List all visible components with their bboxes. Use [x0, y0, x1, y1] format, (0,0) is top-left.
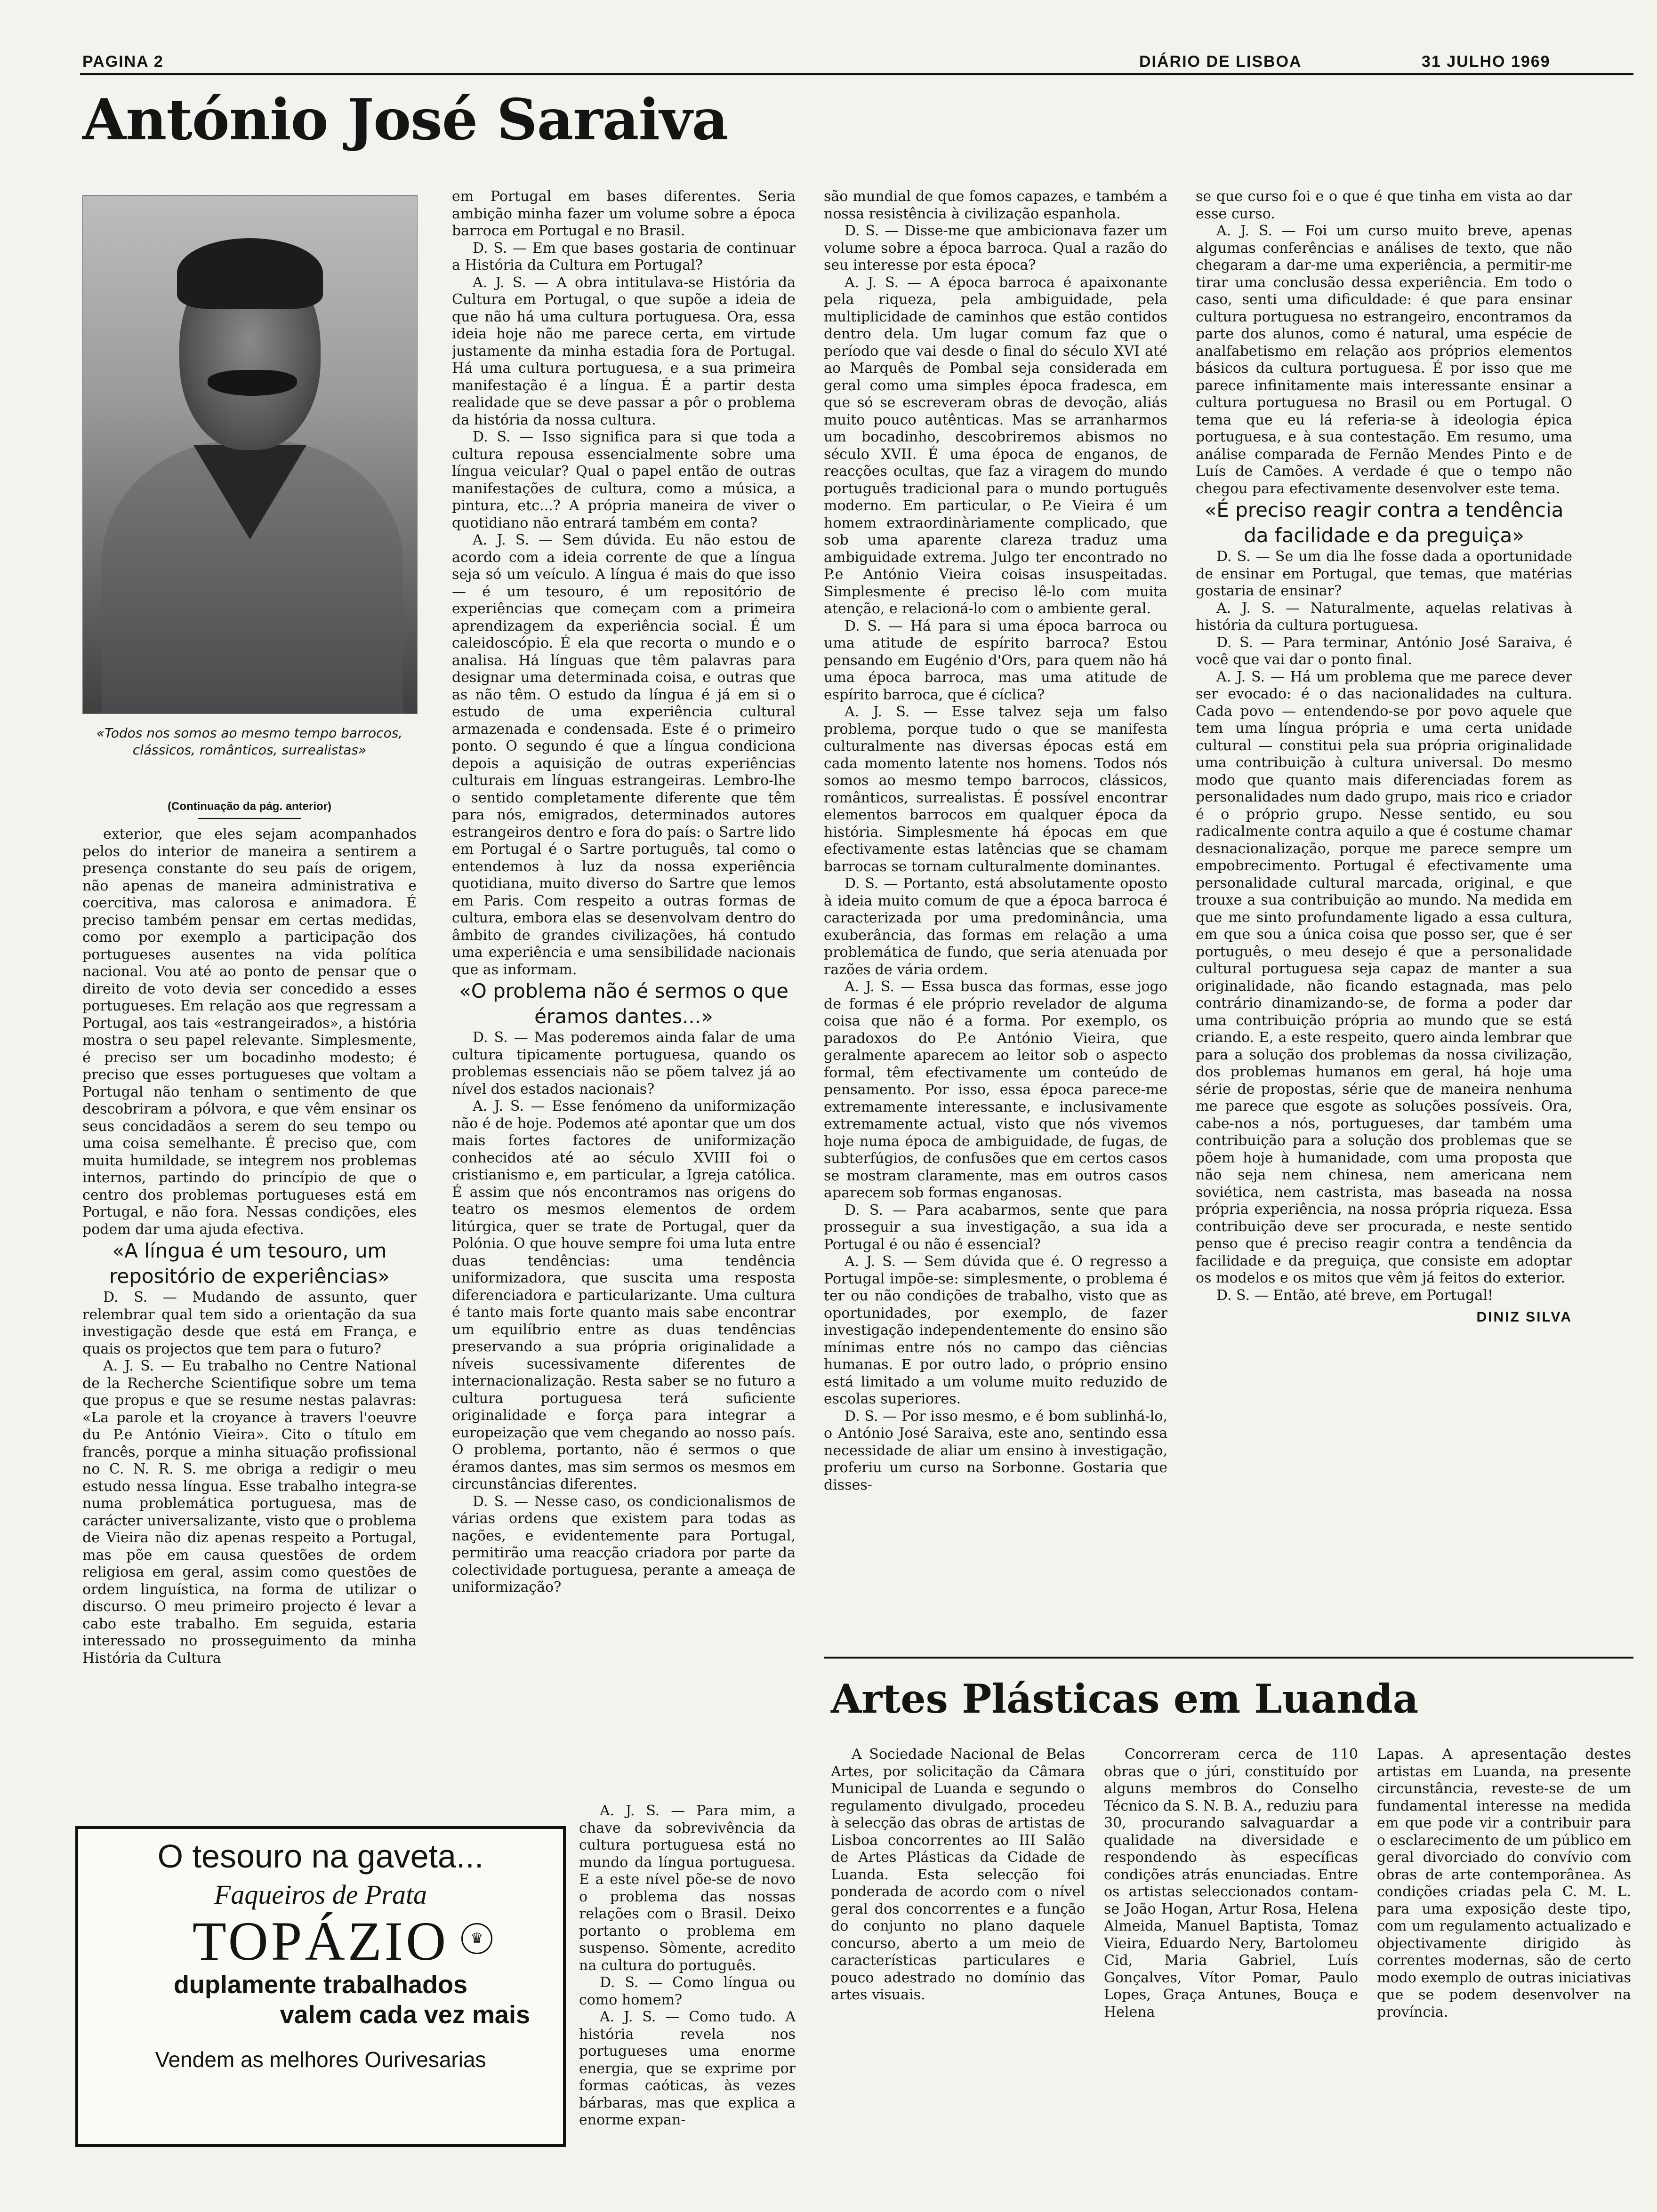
page-number: PAGINA 2 [82, 53, 164, 71]
issue-date: 31 JULHO 1969 [1422, 53, 1551, 71]
paragraph: D. S. — Mas poderemos ainda falar de uma cultura tipicamente portuguesa, quando os problemas essenciais não se põem talvez já ao nível dos estados nacionais? [452, 1029, 796, 1098]
pull-quote: «É preciso reagir contra a tendência da facilidade e da preguiça» [1204, 498, 1564, 547]
paragraph: A. J. S. — Há um problema que me parece dever ser evocado: é o das nacionalidades na cultura. Cada povo — entendendo-se por povo aquele que tem uma língua própria e uma certa unidade cultural — constitui pela sua própria originalidade uma contribuição à cultura universal. Do mesmo modo que quanto mais diferenciadas forem as personalidades num dado grupo, mais rico e criador é o próprio grupo. Nesse sentido, eu sou radicalmente contra aquilo a que é costume chamar desnacionalização, porque me parece sempre um empobrecimento. Portugal é efectivamente uma personalidade cultural marcada, original, e que trouxe a sua contribuição ao mundo. Na medida em que me sinto profundamente ligado a essa cultura, em que sou a única coisa que posso ser, que é ser português, o meu desejo é que a personalidade cultural portuguesa seja capaz de manter a sua originalidade, não ficando estagnada, mas pelo contrário dinamizando-se, de forma a poder dar uma contribuição própria ao mundo que se está criando. E, a este respeito, quero ainda lembrar que para a solução dos problemas da nossa civilização, dos problemas humanos em geral, há hoje uma série de propostas, série que de maneira nenhuma me parece que esgote as soluções possíveis. Ora, cabe-nos a nós, portugueses, dar também uma contribuição para a solução dos problemas que se põem hoje à humanidade, com uma proposta que não seja nem chinesa, nem americana nem soviética, nem castrista, mas baseada na nossa própria experiência, na nossa própria riqueza. Essa contribuição deve ser procurada, e neste sentido penso que é preciso reagir contra a tendência da facilidade e da preguiça, que consiste em adoptar os modelos e os mitos que vêm já feitos do exterior. [1196, 668, 1572, 1286]
newspaper-name: DIÁRIO DE LISBOA [1139, 53, 1302, 71]
pull-quote: «A língua é um tesouro, um repositório de experiências» [109, 1239, 390, 1288]
paragraph: A. J. S. — A época barroca é apaixonante pela riqueza, pela ambiguidade, pela multiplicidade de caminhos que estão contidos dentro dela. Um lugar comum faz que o período que vai desde o final do século XVI até ao Marquês de Pombal seja considerada em geral como uma simples época fradesca, em que só se escreveram obras de devoção, aliás muito pouco autênticas. Mas se arranharmos um bocadinho, descobriremos abismos no século XVII. É uma época de enganos, de reacções ocultas, que faz a viragem do mundo português tradicional para o mundo português moderno. Em particular, o P.e Vieira é um homem extraordinàriamente complicado, que sob uma aparente clareza traduz uma ambiguidade extrema. Julgo ter encontrado no P.e António Vieira coisas insuspeitadas. Simplesmente é preciso lê-lo com muita atenção, e relacioná-lo com o ambiente geral. [824, 274, 1167, 617]
paragraph: A. J. S. — Como tudo. A história revela nos portugueses uma enorme energia, que se exprime por formas caóticas, às vezes bárbaras, mas que explica a enorme expan- [579, 2009, 796, 2128]
paragraph: D. S. — Disse-me que ambicionava fazer um volume sobre a época barroca. Qual a razão do seu interesse por esta época? [824, 223, 1167, 273]
article-headline: António José Saraiva [82, 87, 728, 153]
paragraph: Lapas. A apresentação destes artistas em Luanda, na presente circunstância, reveste-se de um fundamental interesse na medida em que pode vir a contribuir para o esclarecimento de um público em geral divorciado do convívio com obras de arte contemporânea. As condições criadas pela C. M. L. para uma exposição deste tipo, com um regulamento actualizado e objectivamente dirigido às correntes modernas, são de certo modo exemplo de outras iniciativas que se podem desenvolver na província. [1377, 1746, 1631, 2020]
author-signature: DINIZ SILVA [1476, 1309, 1572, 1325]
ad-tagline: O tesouro na gaveta... [157, 1838, 484, 1875]
paragraph: D. S. — Há para si uma época barroca ou uma atitude de espírito barroca? Estou pensando em Eugénio d'Ors, para quem não há uma época barroca, mas uma atitude de espírito barroca, que é cíclica? [824, 617, 1167, 703]
pull-quote: «O problema não é sermos o que éramos dantes...» [459, 979, 788, 1028]
masthead-rule [80, 73, 1633, 75]
paragraph: A Sociedade Nacional de Belas Artes, por solicitação da Câmara Municipal de Luanda e segundo o regulamento divulgado, procedeu à selecção das obras de artistas de Lisboa concorrentes ao III Salão de Artes Plásticas da Cidade de Luanda. Esta selecção foi ponderada de acordo com o nível geral dos concorrentes e a função do conjunto no plano daquele concurso, aberto a um meio de características particulares e pouco adestrado no domínio das artes visuais. [831, 1746, 1085, 2003]
paragraph: D. S. — Se um dia lhe fosse dada a oportunidade de ensinar em Portugal, que temas, que matérias gostaria de ensinar? [1196, 548, 1572, 599]
paragraph: A. J. S. — A obra intitulava-se História da Cultura em Portugal, o que supõe a ideia de que não há uma cultura portuguesa. Ora, essa ideia hoje não me parece certa, em virtude justamente da minha estadia fora de Portugal. Há uma cultura portuguesa, e a sua primeira manifestação é a língua. É a partir desta realidade que se deve passar a pôr o problema da história da nossa cultura. [452, 274, 796, 428]
continuation-note: (Continuação da pág. anterior) [167, 800, 332, 813]
paragraph: A. J. S. — Sem dúvida que é. O regresso a Portugal impõe-se: simplesmente, o problema é ter ou não condições de trabalho, visto que as oportunidades, por exemplo, de fazer investigação independentemente do ensino são mínimas entre nós no campo das ciências humanas. E por outro lado, o próprio ensino está limitado a um volume muito reduzido de escolas superiores. [824, 1253, 1167, 1407]
photo-moustache [208, 370, 297, 396]
paragraph: A. J. S. — Naturalmente, aquelas relativas à história da cultura portuguesa. [1196, 600, 1572, 633]
article-column-3 [824, 188, 1167, 1624]
article-column-1 [82, 826, 417, 1791]
ad-line-1: duplamente trabalhados [173, 1971, 468, 1999]
photo-hair [177, 238, 323, 309]
luanda-headline: Artes Plásticas em Luanda [831, 1675, 1419, 1722]
luanda-column-2 [1104, 1746, 1358, 2160]
paragraph: A. J. S. — Essa busca das formas, esse jogo de formas é ele próprio revelador de alguma coisa que não é a forma. Por exemplo, os paradoxos do P.e António Vieira, que geralmente aparecem ao leitor sob o aspecto formal, têm efectivamente um conteúdo de pensamento. Por isso, essa época parece-me extremamente interessante, e inclusivamente extremamente actual, visto que nós vivemos hoje numa época de ambiguidade, de fugas, de subterfúgios, de confusões que em certos casos se mostram claramente, mas em outros casos aparecem sob formas enganosas. [824, 978, 1167, 1201]
ad-footer: Vendem as melhores Ourivesarias [155, 2047, 486, 2072]
article-column-2 [452, 188, 796, 1788]
paragraph: D. S. — Então, até breve, em Portugal! [1216, 1287, 1493, 1304]
paragraph: D. S. — Para acabarmos, sente que para prosseguir a sua investigação, a sua ida a Portugal é ou não é essencial? [824, 1202, 1167, 1253]
ad-brand: TOPÁZIO [192, 1910, 449, 1972]
luanda-column-3 [1377, 1746, 1631, 2160]
paragraph: D. S. — Portanto, está absolutamente oposto à ideia muito comum de que a época barroca é caracterizada por uma predominância, uma exuberância, das formas em relação a uma problemática de fundo, que seria atenuada por razões de vária ordem. [824, 875, 1167, 978]
paragraph: exterior, que eles sejam acompanhados pelos do interior de maneira a sentirem a presença constante do seu país de origem, não apenas de maneira administrativa e coercitiva, mas calorosa e animadora. É preciso também pensar em certas medidas, como por exemplo a participação dos portugueses ausentes na vida política nacional. Vou até ao ponto de pensar que o direito de voto devia ser concedido a esses portugueses. Em relação aos que regressam a Portugal, aos tais «estrangeirados», a história mostra o seu papel relevante. Simplesmente, é preciso ser um bocadinho modesto; é preciso que esses portugueses que voltam a Portugal não tenham o sentimento de que descobriram a pólvora, e que vêm ensinar os seus concidadãos a serem do seu tempo ou uma coisa semelhante. É preciso que, com muita humildade, se integrem nos problemas internos, partindo do princípio de que o centro dos problemas portugueses está em Portugal, e não fora. Nessas condições, eles podem dar uma ajuda efectiva. [82, 826, 417, 1238]
portrait-photo [82, 195, 418, 714]
paragraph: A. J. S. — Para mim, a chave da sobrevivência da cultura portuguesa está no mundo da língua portuguesa. E a este nível põe-se de novo o problema das nossas relações com o Brasil. Deixo portanto o problema em suspenso. Sòmente, acredito na cultura do português. [579, 1803, 796, 1974]
paragraph: são mundial de que fomos capazes, e também a nossa resistência à civilização espanhola. [824, 188, 1167, 222]
crown-emblem-icon: ♛ [461, 1923, 492, 1954]
paragraph: A. J. S. — Eu trabalho no Centre National de la Recherche Scientifique sobre um tema que propus e que se resume nestas palavras: «La parole et la croyance à travers l'oeuvre du P.e António Vieira». Cito o título em francês, porque a minha situação profissional no C. N. R. S. me obriga a redigir o meu estudo nessa língua. Esse trabalho integra-se numa problemática portuguesa, mas de carácter universalizante, visto que o problema de Vieira não diz apenas respeito a Portugal, mas põe em causa questões de ordem religiosa em geral, assim como questões de ordem linguística, na forma de utilizar o discurso. O meu primeiro projecto é levar a cabo este trabalho. Em seguida, estaria interessado no prosseguimento da minha História da Cultura [82, 1358, 417, 1667]
article-column-4 [1196, 188, 1572, 1624]
article-column-2b [579, 1803, 796, 2160]
paragraph: em Portugal em bases diferentes. Seria ambição minha fazer um volume sobre a época barroca em Portugal e no Brasil. [452, 188, 796, 239]
ad-subtitle: Faqueiros de Prata [214, 1879, 427, 1910]
paragraph: A. J. S. — Foi um curso muito breve, apenas algumas conferências e análises de texto, que não chegaram a dar-me uma experiência, a permitir-me tirar uma conclusão dessa experiência. Em todo o caso, senti uma dificuldade: é que para ensinar cultura portuguesa no estrangeiro, encontramos da parte dos alunos, como é natural, uma espécie de analfabetismo em relação aos próprios elementos básicos da cultura portuguesa. É por isso que me parece infinitamente mais interessante ensinar a cultura portuguesa no Brasil ou em Portugal. O tema que eu lá referia-se à ideologia épica portuguesa, e à sua contestação. Em resumo, uma análise comparada de Fernão Mendes Pinto e de Luís de Camões. A verdade é que o tempo não chegou para efectivamente desenvolver este tema. [1196, 223, 1572, 497]
paragraph: A. J. S. — Esse fenómeno da uniformização não é de hoje. Podemos até apontar que um dos mais fortes factores de uniformização conhecidos até ao século XVIII foi o cristianismo e, em particular, a Igreja católica. É assim que nós encontramos nas origens do teatro os mesmos elementos de ordem litúrgica, quer se trate de Portugal, quer da Polónia. O que houve sempre foi uma luta entre duas tendências: uma tendência uniformizadora, que suscita uma resposta diferenciadora e particularizante. Uma cultura é tanto mais forte quanto mais sabe encontrar um equilíbrio entre as duas tendências preservando a sua própria originalidade a níveis sucessivamente diferentes de internacionalização. Resta saber se no futuro a cultura portuguesa terá suficiente originalidade e força para integrar a europeização que vem chegando ao nosso país. O problema, portanto, não é sermos o que éramos dantes, mas sim sermos os mesmos em circunstâncias diferentes. [452, 1098, 796, 1492]
paragraph: D. S. — Nesse caso, os condicionalismos de várias ordens que existem para todas as nações, e evidentemente para Portugal, permitirão uma reacção criadora por parte da colectividade portuguesa, perante a ameaça de uniformização? [452, 1493, 796, 1595]
continuation-rule [198, 818, 301, 819]
paragraph: se que curso foi e o que é que tinha em vista ao dar esse curso. [1196, 188, 1572, 222]
paragraph: D. S. — Em que bases gostaria de continuar a História da Cultura em Portugal? [452, 240, 796, 273]
paragraph: D. S. — Isso significa para si que toda a cultura repousa essencialmente sobre uma língua veicular? Qual o papel então de outras manifestações de cultura, como a música, a pintura, etc...? A própria maneira de viver o quotidiano não entrará também em conta? [452, 429, 796, 531]
paragraph: D. S. — Por isso mesmo, e é bom sublinhá-lo, o António José Saraiva, este ano, sentindo essa necessidade de aliar um ensino à investigação, proferiu um curso na Sorbonne. Gostaria que disses- [824, 1408, 1167, 1493]
photo-caption: «Todos nos somos ao mesmo tempo barrocos, clássicos, românticos, surrealistas» [96, 725, 403, 758]
ad-line-2: valem cada vez mais [280, 2001, 530, 2029]
paragraph: Concorreram cerca de 110 obras que o júri, constituído por alguns membros do Conselho Técnico da S. N. B. A., reduziu para 30, procurando salvaguardar a qualidade na diversidade e respondendo às específicas condições atrás enunciadas. Entre os artistas seleccionados contam-se João Hogan, Artur Rosa, Helena Almeida, Manuel Baptista, Tomaz Vieira, Eduardo Nery, Bartolomeu Cid, Maria Gabriel, Luís Gonçalves, Vítor Pomar, Paulo Lopes, Graça Antunes, Bouça e Helena [1104, 1746, 1358, 2020]
paragraph: D. S. — Mudando de assunto, quer relembrar qual tem sido a orientação da sua investigação desde que está em França, e quais os projectos que tem para o futuro? [82, 1289, 417, 1357]
paragraph: A. J. S. — Esse talvez seja um falso problema, porque tudo o que se manifesta culturalmente nas diversas épocas está em cada momento latente nos homens. Todos nós somos ao mesmo tempo barrocos, clássicos, românticos, surrealistas. É possível encontrar elementos barrocos em qualquer época da história. Simplesmente há épocas em que efectivamente estas latências que se chamam barrocas se tornam culturalmente dominantes. [824, 704, 1167, 875]
paragraph: D. S. — Como língua ou como homem? [579, 1974, 796, 2008]
paragraph: A. J. S. — Sem dúvida. Eu não estou de acordo com a ideia corrente de que a língua seja só um veículo. A língua é mais do que isso — é um tesouro, é um repositório de experiências que começam com a primeira aprendizagem da experiência social. É um caleidoscópio. É ela que recorta o mundo e o analisa. Há línguas que têm palavras para designar uma determinada coisa, e outras que as não têm. O estudo da língua é já em si o estudo de uma experiência cultural armazenada e condensada. Este é o primeiro ponto. O segundo é que a língua condiciona depois a aquisição de outras experiências culturais em línguas estrangeiras. Lembro-lhe o sentido completamente diferente que têm para nós, emigrados, determinados autores estrangeiros dentro e fora do país: o Sartre lido em Portugal é o Sartre português, tal como o entendemos à luz da nossa experiência quotidiana, muito diverso do Sartre que lemos em Paris. Com respeito a outras formas de cultura, embora elas se desenvolvam dentro do âmbito de grandes civilizações, há contudo uma experiência e uma sensibilidade nacionais que as informam. [452, 532, 796, 978]
paragraph: D. S. — Para terminar, António José Saraiva, é você que vai dar o ponto final. [1196, 634, 1572, 668]
luanda-column-1 [831, 1746, 1085, 2160]
topazio-advertisement [75, 1826, 566, 2147]
section-rule [824, 1657, 1633, 1659]
